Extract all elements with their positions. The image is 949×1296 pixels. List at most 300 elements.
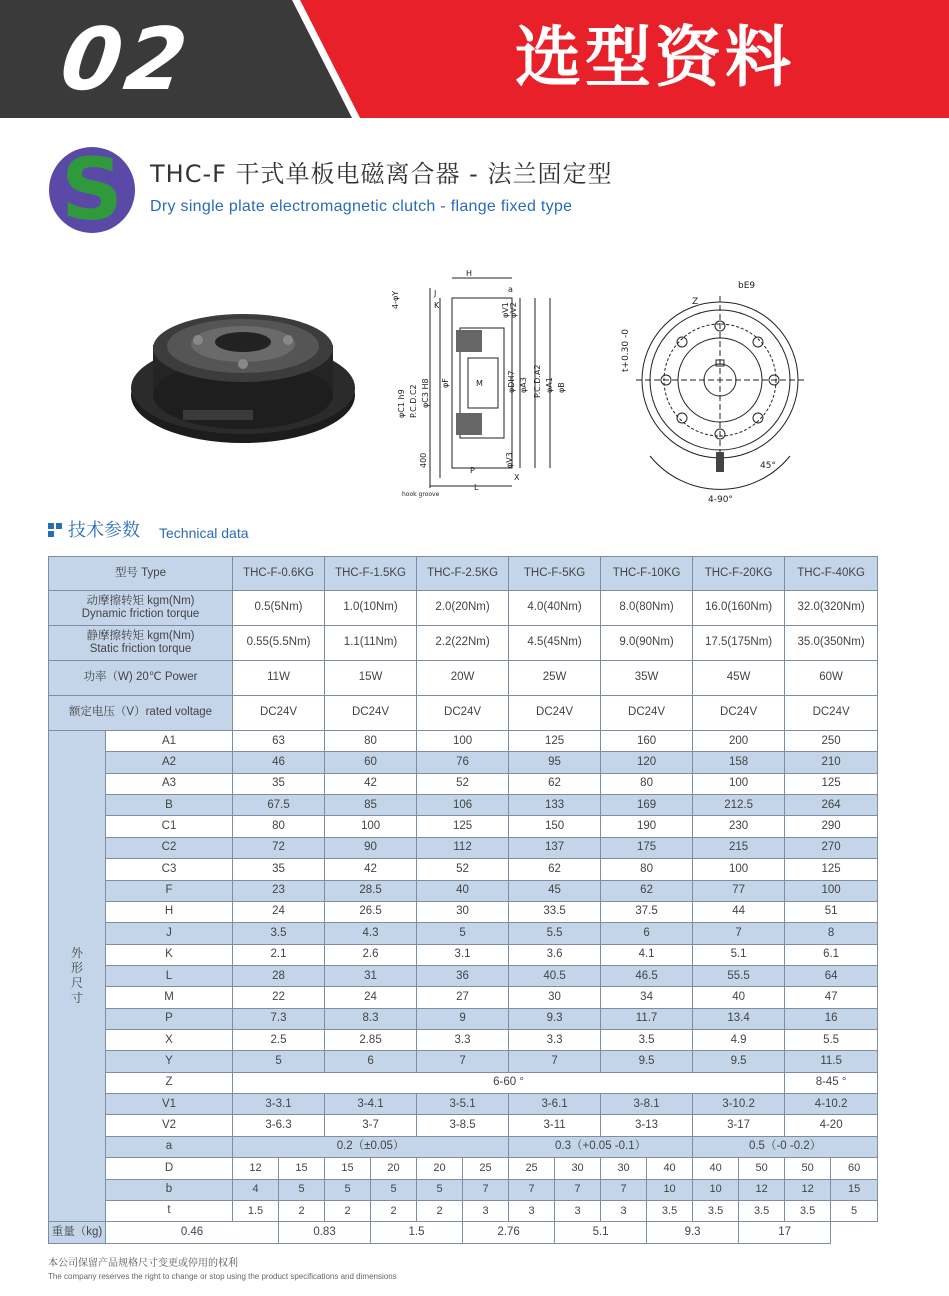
power-cell: 11W (233, 661, 325, 696)
table-row (49, 1008, 878, 1029)
a-value: 0.5（-0 -0.2） (693, 1136, 878, 1157)
v2-value: 3-11 (509, 1115, 601, 1136)
dim-value: 2.6 (325, 944, 417, 965)
b-value: 10 (693, 1179, 739, 1200)
dim-value: 212.5 (693, 795, 785, 816)
d-value: 15 (279, 1158, 325, 1179)
svg-text:L: L (474, 483, 479, 492)
t-value: 5 (831, 1200, 878, 1221)
b-value: 5 (325, 1179, 371, 1200)
t-value: 3 (555, 1200, 601, 1221)
d-value: 30 (601, 1158, 647, 1179)
dim-value: 5 (417, 923, 509, 944)
voltage-cell: DC24V (601, 696, 693, 731)
dim-value: 7 (417, 1051, 509, 1072)
table-row (49, 1030, 878, 1051)
static-torque-cell: 2.2(22Nm) (417, 626, 509, 661)
t-value: 3.5 (693, 1200, 739, 1221)
dim-value: 160 (601, 731, 693, 752)
dim-value: 270 (785, 837, 878, 858)
svg-text:t+0.30 -0: t+0.30 -0 (621, 329, 631, 372)
table-row (49, 591, 878, 626)
section-number: 02 (54, 10, 197, 110)
dim-value: 36 (417, 965, 509, 986)
dim-value: 52 (417, 859, 509, 880)
dynamic-torque-cell: 0.5(5Nm) (233, 591, 325, 626)
product-photo (128, 300, 358, 460)
dim-value: 62 (509, 859, 601, 880)
svg-text:J: J (434, 289, 437, 298)
dim-value: 30 (417, 901, 509, 922)
voltage-cell: DC24V (325, 696, 417, 731)
dim-value: 77 (693, 880, 785, 901)
dim-value: 37.5 (601, 901, 693, 922)
table-row (49, 880, 878, 901)
section-title-en: Technical data (159, 525, 249, 541)
b-value: 7 (601, 1179, 647, 1200)
dim-value: 60 (325, 752, 417, 773)
dim-value: 33.5 (509, 901, 601, 922)
dim-value: 62 (601, 880, 693, 901)
weight-cell: 17 (739, 1222, 831, 1243)
dim-value: 34 (601, 987, 693, 1008)
dim-value: 5 (233, 1051, 325, 1072)
t-value: 2 (279, 1200, 325, 1221)
dim-value: 2.5 (233, 1030, 325, 1051)
dim-value: 80 (601, 773, 693, 794)
table-row (49, 1200, 878, 1221)
t-value: 3.5 (739, 1200, 785, 1221)
d-value: 20 (371, 1158, 417, 1179)
dim-value: 55.5 (693, 965, 785, 986)
svg-text:P.C.D.A2: P.C.D.A2 (533, 364, 542, 398)
dim-value: 46.5 (601, 965, 693, 986)
dim-value: 190 (601, 816, 693, 837)
svg-text:P: P (470, 466, 475, 475)
svg-text:P.C.D.C2: P.C.D.C2 (409, 384, 418, 418)
svg-text:Z: Z (692, 297, 699, 307)
dim-value: 95 (509, 752, 601, 773)
dim-name: L (106, 965, 233, 986)
table-row (49, 859, 878, 880)
header-banner (0, 0, 949, 118)
footer-note-en: The company reserves the right to change or stop using the product specifications and dimensions (48, 1272, 397, 1281)
dim-value: 5.5 (509, 923, 601, 944)
svg-text:4-φY: 4-φY (391, 290, 400, 309)
table-row (49, 901, 878, 922)
dim-value: 46 (233, 752, 325, 773)
type-header: 型号 Type (49, 557, 233, 591)
a-value: 0.3（+0.05 -0.1） (509, 1136, 693, 1157)
dim-value: 35 (233, 773, 325, 794)
b-value: 7 (555, 1179, 601, 1200)
weight-cell: 1.5 (371, 1222, 463, 1243)
dim-value: 5.5 (785, 1030, 878, 1051)
svg-text:M: M (476, 379, 483, 388)
dim-name: P (106, 1008, 233, 1029)
voltage-cell: DC24V (693, 696, 785, 731)
d-value: 15 (325, 1158, 371, 1179)
dim-value: 42 (325, 773, 417, 794)
dim-value: 67.5 (233, 795, 325, 816)
table-row (49, 1222, 878, 1243)
dim-value: 6.1 (785, 944, 878, 965)
dim-value: 24 (325, 987, 417, 1008)
footer-note-cn: 本公司保留产品规格尺寸变更或停用的权利 (48, 1258, 238, 1269)
dim-value: 8 (785, 923, 878, 944)
voltage-cell: DC24V (509, 696, 601, 731)
dynamic-torque-cell: 4.0(40Nm) (509, 591, 601, 626)
logo-letter: S (61, 140, 123, 240)
header-title: 选型资料 (515, 19, 795, 96)
technical-data-table (48, 556, 878, 1244)
table-row (49, 557, 878, 591)
b-value: 5 (371, 1179, 417, 1200)
front-view-drawing (620, 276, 820, 508)
dim-value: 9.5 (601, 1051, 693, 1072)
table-row (49, 795, 878, 816)
svg-text:X: X (514, 473, 520, 482)
d-value: 12 (233, 1158, 279, 1179)
dim-value: 22 (233, 987, 325, 1008)
power-cell: 15W (325, 661, 417, 696)
b-value: 15 (831, 1179, 878, 1200)
dim-name: C1 (106, 816, 233, 837)
s-logo-icon (49, 140, 135, 240)
dim-value: 9 (417, 1008, 509, 1029)
b-value: 4 (233, 1179, 279, 1200)
dim-value: 6 (325, 1051, 417, 1072)
dim-value: 215 (693, 837, 785, 858)
dim-name: B (106, 795, 233, 816)
dim-value: 2.1 (233, 944, 325, 965)
svg-text:400: 400 (419, 452, 428, 468)
dim-value: 90 (325, 837, 417, 858)
dim-value: 5.1 (693, 944, 785, 965)
svg-text:45°: 45° (760, 461, 776, 471)
t-value: 2 (325, 1200, 371, 1221)
row-label-cn: 动摩擦转矩 kgm(Nm) (86, 594, 195, 607)
table-row (49, 837, 878, 858)
type-cell: THC-F-1.5KG (325, 557, 417, 591)
power-cell: 20W (417, 661, 509, 696)
dim-value: 158 (693, 752, 785, 773)
dim-value: 250 (785, 731, 878, 752)
table-row (49, 1115, 878, 1136)
power-cell: 60W (785, 661, 878, 696)
table-row (49, 816, 878, 837)
dim-name: Z (106, 1072, 233, 1093)
dim-value: 31 (325, 965, 417, 986)
dim-value: 13.4 (693, 1008, 785, 1029)
side-section-drawing (390, 268, 580, 500)
svg-text:φA1: φA1 (545, 377, 554, 393)
svg-text:a: a (508, 285, 513, 294)
dim-name: A1 (106, 731, 233, 752)
dim-value: 150 (509, 816, 601, 837)
dim-value: 125 (785, 773, 878, 794)
table-row (49, 731, 878, 752)
z-value-a: 6-60 ° (233, 1072, 785, 1093)
table-row (49, 1179, 878, 1200)
dim-value: 85 (325, 795, 417, 816)
b-value: 7 (463, 1179, 509, 1200)
power-cell: 45W (693, 661, 785, 696)
b-value: 12 (785, 1179, 831, 1200)
dim-value: 120 (601, 752, 693, 773)
svg-text:φA3: φA3 (519, 377, 528, 393)
dim-name: b (106, 1179, 233, 1200)
v2-value: 4-20 (785, 1115, 878, 1136)
v2-value: 3-6.3 (233, 1115, 325, 1136)
dim-name: V2 (106, 1115, 233, 1136)
dim-value: 125 (785, 859, 878, 880)
svg-text:φDH7: φDH7 (507, 370, 516, 393)
svg-text:φV3: φV3 (505, 452, 514, 468)
weight-cell: 5.1 (555, 1222, 647, 1243)
voltage-cell: DC24V (233, 696, 325, 731)
product-title-en: Dry single plate electromagnetic clutch - flange fixed type (150, 198, 573, 215)
d-value: 30 (555, 1158, 601, 1179)
dim-value: 3.3 (417, 1030, 509, 1051)
dim-value: 26.5 (325, 901, 417, 922)
table-row (49, 1136, 878, 1157)
type-cell: THC-F-2.5KG (417, 557, 509, 591)
dim-value: 4.9 (693, 1030, 785, 1051)
dim-value: 51 (785, 901, 878, 922)
power-cell: 35W (601, 661, 693, 696)
t-value: 3 (509, 1200, 555, 1221)
v2-value: 3-7 (325, 1115, 417, 1136)
dim-value: 7 (509, 1051, 601, 1072)
weight-cell: 0.83 (279, 1222, 371, 1243)
d-value: 25 (463, 1158, 509, 1179)
dim-name: J (106, 923, 233, 944)
v1-value: 3-5.1 (417, 1094, 509, 1115)
dim-value: 27 (417, 987, 509, 1008)
square-bullet-icon (48, 523, 62, 537)
dim-value: 6 (601, 923, 693, 944)
dim-value: 63 (233, 731, 325, 752)
static-torque-cell: 1.1(11Nm) (325, 626, 417, 661)
b-value: 5 (279, 1179, 325, 1200)
dim-name: t (106, 1200, 233, 1221)
dim-value: 133 (509, 795, 601, 816)
svg-text:φB: φB (557, 382, 566, 393)
t-value: 3.5 (785, 1200, 831, 1221)
dim-value: 80 (601, 859, 693, 880)
dim-name: A2 (106, 752, 233, 773)
dim-name: H (106, 901, 233, 922)
dim-value: 200 (693, 731, 785, 752)
weight-cell: 9.3 (647, 1222, 739, 1243)
table-row (49, 696, 878, 731)
t-value: 3.5 (647, 1200, 693, 1221)
dim-value: 264 (785, 795, 878, 816)
table-row (49, 626, 878, 661)
weight-cell: 0.46 (106, 1222, 279, 1243)
dimensions-label: 外形尺寸 (71, 946, 84, 1006)
section-title-cn: 技术参数 (68, 520, 140, 541)
d-value: 50 (785, 1158, 831, 1179)
dimensions-side-label (49, 731, 106, 1222)
dim-value: 62 (509, 773, 601, 794)
svg-text:hook groove: hook groove (402, 491, 440, 498)
table-row (49, 1158, 878, 1179)
weight-cell: 2.76 (463, 1222, 555, 1243)
static-torque-cell: 17.5(175Nm) (693, 626, 785, 661)
dim-value: 35 (233, 859, 325, 880)
t-value: 2 (371, 1200, 417, 1221)
dim-value: 30 (509, 987, 601, 1008)
dim-value: 40 (693, 987, 785, 1008)
svg-text:φF: φF (441, 378, 450, 388)
dim-value: 40 (417, 880, 509, 901)
dim-value: 175 (601, 837, 693, 858)
type-cell: THC-F-5KG (509, 557, 601, 591)
dim-value: 2.85 (325, 1030, 417, 1051)
dim-value: 80 (233, 816, 325, 837)
dim-value: 76 (417, 752, 509, 773)
dim-value: 45 (509, 880, 601, 901)
dim-value: 112 (417, 837, 509, 858)
dim-value: 125 (509, 731, 601, 752)
dim-value: 23 (233, 880, 325, 901)
dim-value: 106 (417, 795, 509, 816)
svg-text:bE9: bE9 (738, 281, 756, 291)
dim-value: 72 (233, 837, 325, 858)
dim-value: 100 (693, 859, 785, 880)
t-value: 1.5 (233, 1200, 279, 1221)
table-row (49, 661, 878, 696)
dim-value: 8.3 (325, 1008, 417, 1029)
b-value: 12 (739, 1179, 785, 1200)
dim-value: 100 (785, 880, 878, 901)
dim-value: 4.1 (601, 944, 693, 965)
d-value: 50 (739, 1158, 785, 1179)
dim-value: 3.6 (509, 944, 601, 965)
table-row (49, 752, 878, 773)
table-row (49, 923, 878, 944)
svg-text:4-90°: 4-90° (708, 495, 733, 505)
type-cell: THC-F-20KG (693, 557, 785, 591)
v2-value: 3-13 (601, 1115, 693, 1136)
table-row (49, 987, 878, 1008)
type-cell: THC-F-40KG (785, 557, 878, 591)
dim-value: 210 (785, 752, 878, 773)
dim-value: 100 (417, 731, 509, 752)
dim-value: 290 (785, 816, 878, 837)
row-label-en: Dynamic friction torque (81, 608, 200, 620)
dim-value: 100 (325, 816, 417, 837)
dim-value: 28 (233, 965, 325, 986)
dim-name: C3 (106, 859, 233, 880)
power-cell: 25W (509, 661, 601, 696)
b-value: 10 (647, 1179, 693, 1200)
v1-value: 3-4.1 (325, 1094, 417, 1115)
power-label: 功率（W) 20℃ Power (49, 661, 233, 696)
d-value: 60 (831, 1158, 878, 1179)
static-torque-cell: 35.0(350Nm) (785, 626, 878, 661)
dim-value: 16 (785, 1008, 878, 1029)
dim-value: 137 (509, 837, 601, 858)
static-torque-cell: 0.55(5.5Nm) (233, 626, 325, 661)
dim-value: 11.7 (601, 1008, 693, 1029)
dim-value: 44 (693, 901, 785, 922)
v1-value: 3-3.1 (233, 1094, 325, 1115)
dim-value: 40.5 (509, 965, 601, 986)
dim-name: M (106, 987, 233, 1008)
dim-value: 169 (601, 795, 693, 816)
svg-text:φC3 H8: φC3 H8 (421, 378, 430, 408)
a-value: 0.2（±0.05） (233, 1136, 509, 1157)
dim-value: 64 (785, 965, 878, 986)
product-title-cn: THC-F 干式单板电磁离合器 - 法兰固定型 (150, 160, 613, 188)
type-cell: THC-F-10KG (601, 557, 693, 591)
static-torque-cell: 4.5(45Nm) (509, 626, 601, 661)
table-row (49, 1072, 878, 1093)
dynamic-torque-cell: 1.0(10Nm) (325, 591, 417, 626)
dim-name: a (106, 1136, 233, 1157)
dim-value: 125 (417, 816, 509, 837)
voltage-cell: DC24V (785, 696, 878, 731)
dim-name: X (106, 1030, 233, 1051)
row-label-en: Static friction torque (89, 643, 192, 655)
table-row (49, 773, 878, 794)
dim-value: 3.1 (417, 944, 509, 965)
dim-name: V1 (106, 1094, 233, 1115)
v2-value: 3-8.5 (417, 1115, 509, 1136)
dim-value: 3.3 (509, 1030, 601, 1051)
dim-value: 3.5 (601, 1030, 693, 1051)
d-value: 25 (509, 1158, 555, 1179)
dim-name: F (106, 880, 233, 901)
dim-value: 100 (693, 773, 785, 794)
svg-text:φV2: φV2 (509, 302, 518, 318)
dim-value: 230 (693, 816, 785, 837)
dynamic-torque-cell: 16.0(160Nm) (693, 591, 785, 626)
dim-value: 42 (325, 859, 417, 880)
z-value-b: 8-45 ° (785, 1072, 878, 1093)
svg-text:φC1 h9: φC1 h9 (397, 389, 406, 418)
dim-value: 28.5 (325, 880, 417, 901)
d-value: 40 (647, 1158, 693, 1179)
dim-value: 80 (325, 731, 417, 752)
dim-name: Y (106, 1051, 233, 1072)
weight-label: 重量（kg) (49, 1222, 106, 1243)
table-row (49, 944, 878, 965)
d-value: 20 (417, 1158, 463, 1179)
dim-name: K (106, 944, 233, 965)
voltage-label: 额定电压（V）rated voltage (49, 696, 233, 731)
dim-name: C2 (106, 837, 233, 858)
static-torque-cell: 9.0(90Nm) (601, 626, 693, 661)
table-row (49, 965, 878, 986)
v1-value: 4-10.2 (785, 1094, 878, 1115)
d-value: 40 (693, 1158, 739, 1179)
v2-value: 3-17 (693, 1115, 785, 1136)
dynamic-torque-label (49, 591, 233, 626)
b-value: 5 (417, 1179, 463, 1200)
dim-value: 7 (693, 923, 785, 944)
v1-value: 3-10.2 (693, 1094, 785, 1115)
dynamic-torque-cell: 8.0(80Nm) (601, 591, 693, 626)
v1-value: 3-6.1 (509, 1094, 601, 1115)
dynamic-torque-cell: 32.0(320Nm) (785, 591, 878, 626)
t-value: 3 (601, 1200, 647, 1221)
dim-value: 11.5 (785, 1051, 878, 1072)
table-row (49, 1094, 878, 1115)
